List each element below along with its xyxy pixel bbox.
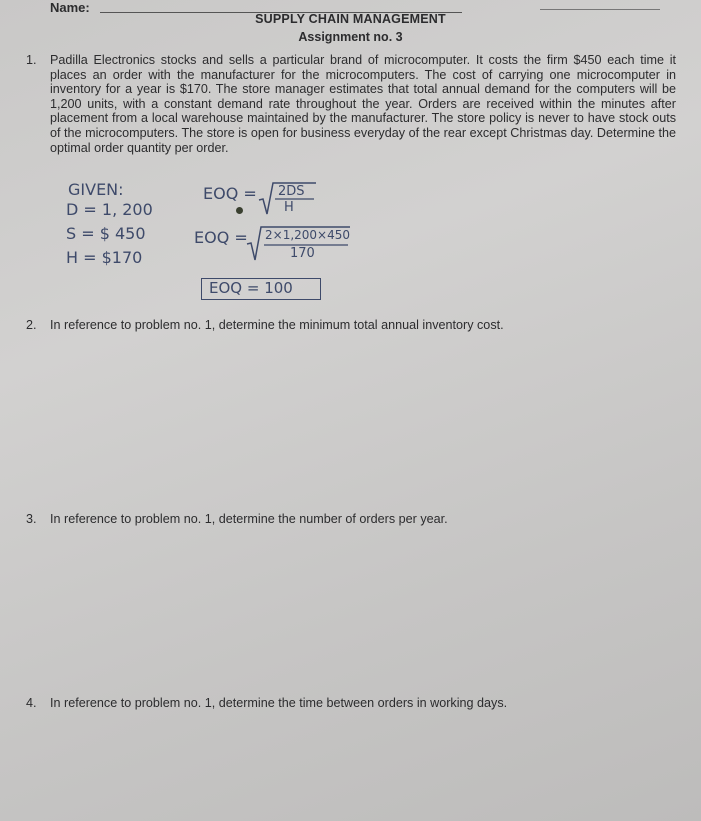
given-holding-cost: H = $170 [66,248,143,267]
question-text: In reference to problem no. 1, determine the minimum total annual inventory cost. [50,318,504,332]
substitution-denominator: 170 [290,246,315,261]
formula-numerator: 2DS [278,184,305,199]
question-number: 2. [26,318,37,332]
question-4 [26,696,507,710]
answer-text: EOQ = 100 [209,279,293,297]
given-label: GIVEN: [68,180,124,199]
question-text: Padilla Electronics stocks and sells a particular brand of microcomputer. It costs the firm $450 each time it places an order with the manufacturer for the microcomputers. The cost of carrying one microcomputer in inventory for a year is $170. The store manager estimates that total annual demand for the computers will be 1,200 units, with a constant demand rate throughout the year. Orders are received within the minutes after placement from a local warehouse maintained by the manufacturer. The store policy is never to have stock outs of the microcomputers. The store is open for business everyday of the rear except Christmas day. Determine the optimal order quantity per order. [50,53,676,155]
ink-dot [236,207,243,214]
question-text: In reference to problem no. 1, determine the time between orders in working days. [50,696,508,710]
name-line-extension [540,9,660,10]
question-text: In reference to problem no. 1, determine the number of orders per year. [50,512,448,526]
eoq-formula-label: EOQ = [203,184,257,203]
course-title: SUPPLY CHAIN MANAGEMENT [255,12,446,26]
substitution-numerator: 2×1,200×450 [265,228,351,242]
given-order-cost: S = $ 450 [66,224,146,243]
eoq-substitution-label: EOQ = [194,228,248,247]
question-number: 3. [26,512,37,526]
question-1 [26,53,676,155]
question-number: 4. [26,696,37,710]
question-2 [26,318,504,332]
question-number: 1. [26,53,37,67]
assignment-title: Assignment no. 3 [298,30,403,44]
given-demand: D = 1, 200 [66,200,153,219]
question-3 [26,512,448,526]
name-label: Name: [50,0,90,15]
formula-denominator: H [284,200,294,215]
